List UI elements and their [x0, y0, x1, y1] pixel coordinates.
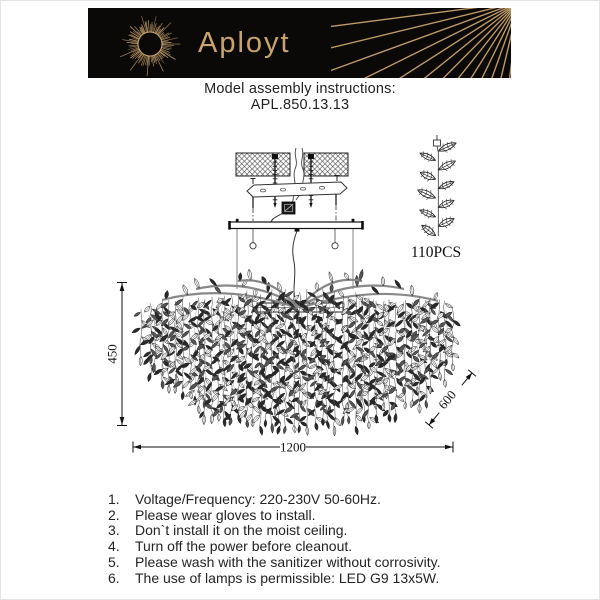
instruction-item	[108, 571, 528, 587]
instruction-item	[108, 508, 528, 524]
brand-name: Aployt	[198, 27, 291, 59]
item-text: Don`t install it on the moist ceiling.	[135, 522, 348, 539]
strand-count-label: 110PCS	[410, 244, 462, 261]
item-number: 6.	[108, 569, 120, 586]
item-text: Voltage/Frequency: 220-230V 50-60Hz.	[135, 491, 381, 507]
item-text: The use of lamps is permissible: LED G9 13x5W.	[135, 569, 440, 586]
assembly-diagram	[85, 130, 515, 480]
mounting-plate	[247, 176, 347, 198]
ceiling-crosshatch	[236, 153, 348, 176]
item-number: 1.	[108, 491, 120, 507]
instruction-item	[108, 555, 528, 571]
gold-fan-rays-icon	[331, 8, 511, 78]
instruction-item	[108, 523, 528, 539]
model-number: APL.850.13.13	[250, 97, 350, 113]
power-cord	[293, 231, 297, 303]
canopy-bar	[228, 219, 364, 232]
depth-label: 600	[435, 387, 460, 412]
width-label: 1200	[280, 439, 306, 455]
item-number: 3.	[108, 522, 120, 539]
brand-header	[88, 8, 511, 78]
gold-starburst-icon	[114, 8, 184, 78]
item-number: 4.	[108, 538, 120, 555]
item-number: 5.	[108, 553, 120, 570]
height-label: 450	[104, 344, 120, 364]
item-text: Please wash with the sanitizer without corrosivity.	[135, 553, 441, 570]
item-text: Turn off the power before cleanout.	[135, 538, 353, 555]
instruction-list	[108, 492, 528, 586]
item-text: Please wear gloves to install.	[135, 506, 316, 523]
instruction-item	[108, 539, 528, 555]
sheet-title: Model assembly instructions:	[204, 81, 396, 97]
item-number: 2.	[108, 506, 120, 523]
instruction-item	[108, 492, 528, 508]
leaf-strand-legend	[418, 135, 456, 236]
